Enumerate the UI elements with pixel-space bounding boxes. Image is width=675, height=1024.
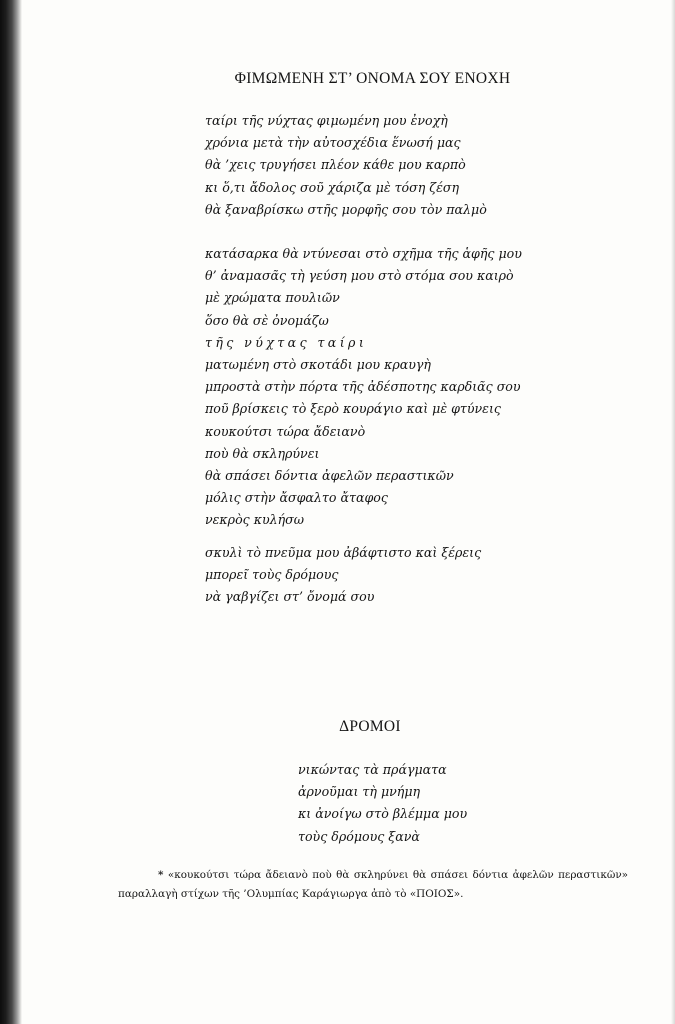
verse-line: μπροστὰ στὴν πόρτα τῆς ἀδέσποτης καρδιᾶς σου [205, 379, 521, 395]
footnote [118, 866, 628, 904]
verse-line: ποὺ θὰ σκληρύνει [205, 445, 320, 461]
verse-line: νὰ γαβγίζει στ’ ὄνομά σου [205, 589, 375, 605]
verse-line: νικώντας τὰ πράγματα [298, 762, 447, 777]
verse-line: θὰ ’χεις τρυγήσει πλέον κάθε μου καρπὸ [205, 157, 466, 173]
verse-line: νεκρὸς κυλήσω [205, 512, 305, 528]
verse-line: θὰ σπάσει δόντια ἀφελῶν περαστικῶν [205, 467, 454, 483]
verse-line: θὰ ξαναβρίσκω στῆς μορφῆς σου τὸν παλμὸ [205, 201, 487, 217]
poem-2-title: ΔΡΟΜΟΙ [339, 718, 401, 735]
verse-line: μόλις στὴν ἄσφαλτο ἄταφος [205, 490, 388, 506]
verse-line: ὅσο θὰ σὲ ὀνομάζω [205, 312, 329, 328]
poem-1-stanza-3 [205, 542, 481, 609]
footnote-asterisk: * [158, 869, 164, 881]
page-right-edge [671, 0, 675, 1024]
verse-line-spaced: τῆς νύχτας ταίρι [205, 334, 368, 350]
poem-1-title: ΦΙΜΩΜΕΝΗ ΣΤ’ ΟΝΟΜΑ ΣΟΥ ΕΝΟΧΗ [234, 70, 511, 87]
verse-line: μπορεῖ τοὺς δρόμους [205, 567, 339, 583]
verse-line: κι ὅ,τι ἄδολος σοῦ χάριζα μὲ τόση ζέση [205, 179, 459, 195]
poem-1-stanza-2 [205, 243, 522, 531]
verse-line: ποῦ βρίσκεις τὸ ξερὸ κουράγιο καὶ μὲ φτύνεις [205, 401, 501, 417]
poem-2-stanza [298, 759, 467, 848]
verse-line: μὲ χρώματα πουλιῶν [205, 290, 340, 306]
footnote-text: «κουκούτσι τώρα ἄδειανὸ ποὺ θὰ σκληρύνει θὰ σπάσει δόντια ἀφελῶν περαστικῶν» παραλλαγὴ στίχων τῆς ’Ολυμπίας Καράγιωργα ἀπὸ τὸ «ΠΟΙΟΣ». [118, 869, 628, 900]
verse-line: ἀρνοῦμαι τὴ μνήμη [298, 784, 421, 800]
poem-1-stanza-1 [205, 110, 487, 221]
verse-line: κουκούτσι τώρα ἄδειανὸ [205, 423, 366, 439]
verse-line: ταίρι τῆς νύχτας φιμωμένη μου ἐνοχὴ [205, 113, 448, 128]
binding-edge [0, 0, 22, 1024]
verse-line: κι ἀνοίγω στὸ βλέμμα μου [298, 806, 468, 822]
verse-line: κατάσαρκα θὰ ντύνεσαι στὸ σχῆμα τῆς ἁφῆς μου [205, 246, 522, 261]
footnote-paragraph [118, 866, 628, 904]
verse-line: τοὺς δρόμους ξανὰ [298, 828, 420, 844]
verse-line: χρόνια μετὰ τὴν αὐτοσχέδια ἕνωσή μας [205, 135, 461, 151]
verse-line: θ’ ἀναμασᾶς τὴ γεύση μου στὸ στόμα σου καιρὸ [205, 268, 514, 284]
verse-line: ματωμένη στὸ σκοτάδι μου κραυγὴ [205, 356, 431, 372]
verse-line: σκυλὶ τὸ πνεῦμα μου ἀβάφτιστο καὶ ξέρεις [205, 545, 482, 560]
